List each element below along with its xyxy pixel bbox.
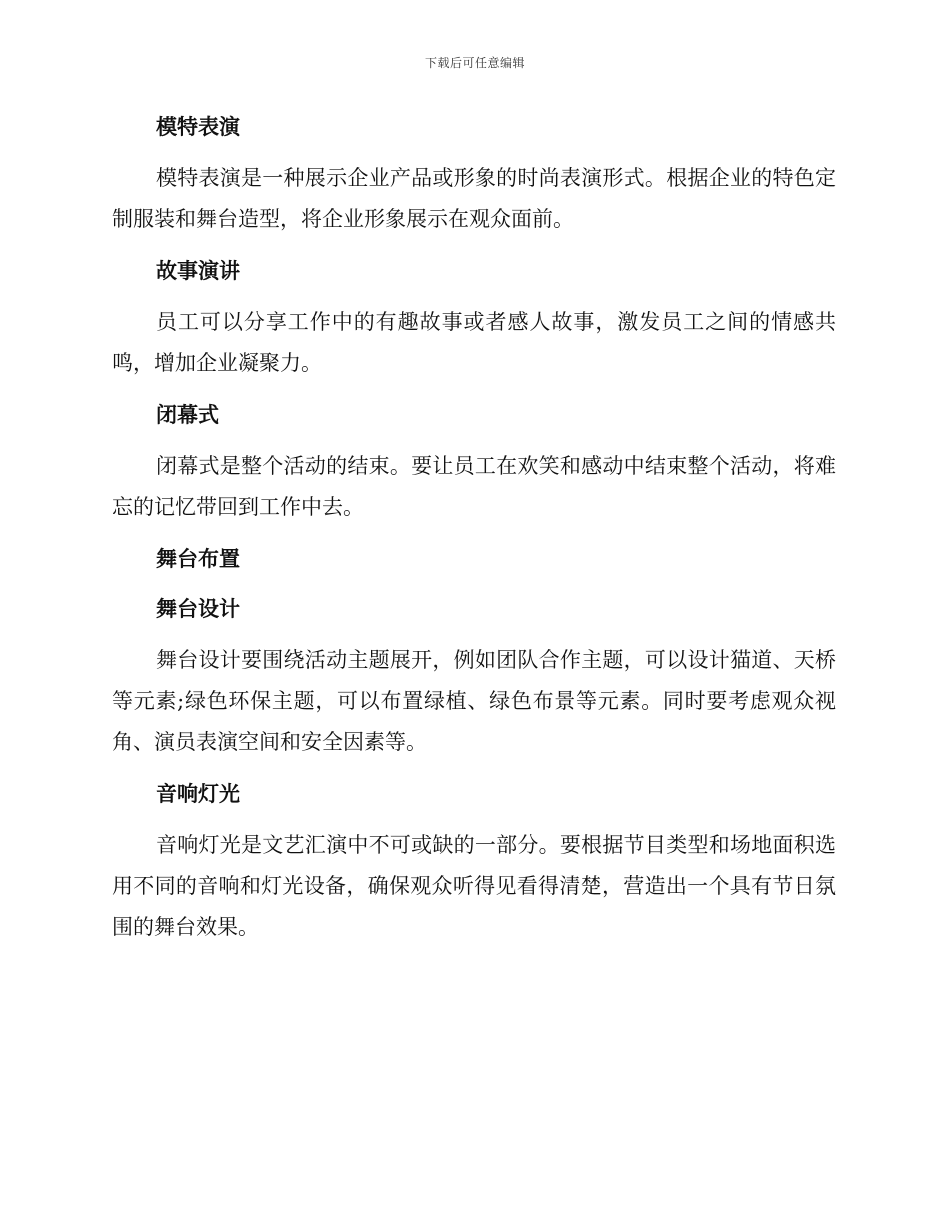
page-header: 下载后可任意编辑 <box>424 56 525 70</box>
paragraph-story-speech: 员工可以分享工作中的有趣故事或者感人故事，激发员工之间的情感共鸣，增加企业凝聚力。 <box>112 310 836 375</box>
section-heading-sound-lighting: 音响灯光 <box>156 782 240 806</box>
section-heading-story-speech: 故事演讲 <box>156 259 240 283</box>
section-heading-stage-design: 舞台设计 <box>156 597 240 621</box>
document-body <box>112 108 836 960</box>
section-heading-closing-ceremony: 闭幕式 <box>156 403 219 427</box>
paragraph-closing-ceremony: 闭幕式是整个活动的结束。要让员工在欢笑和感动中结束整个活动，将难忘的记忆带回到工作中去。 <box>112 454 836 519</box>
section-heading-stage-arrangement: 舞台布置 <box>156 547 240 571</box>
section-heading-model-show: 模特表演 <box>156 115 240 139</box>
paragraph-sound-lighting: 音响灯光是文艺汇演中不可或缺的一部分。要根据节目类型和场地面积选用不同的音响和灯光设备，确保观众听得见看得清楚，营造出一个具有节日氛围的舞台效果。 <box>112 833 836 939</box>
paragraph-stage-design: 舞台设计要围绕活动主题展开，例如团队合作主题，可以设计猫道、天桥等元素;绿色环保主题，可以布置绿植、绿色布景等元素。同时要考虑观众视角、演员表演空间和安全因素等。 <box>112 648 836 754</box>
paragraph-model-show: 模特表演是一种展示企业产品或形象的时尚表演形式。根据企业的特色定制服装和舞台造型，将企业形象展示在观众面前。 <box>112 166 836 231</box>
